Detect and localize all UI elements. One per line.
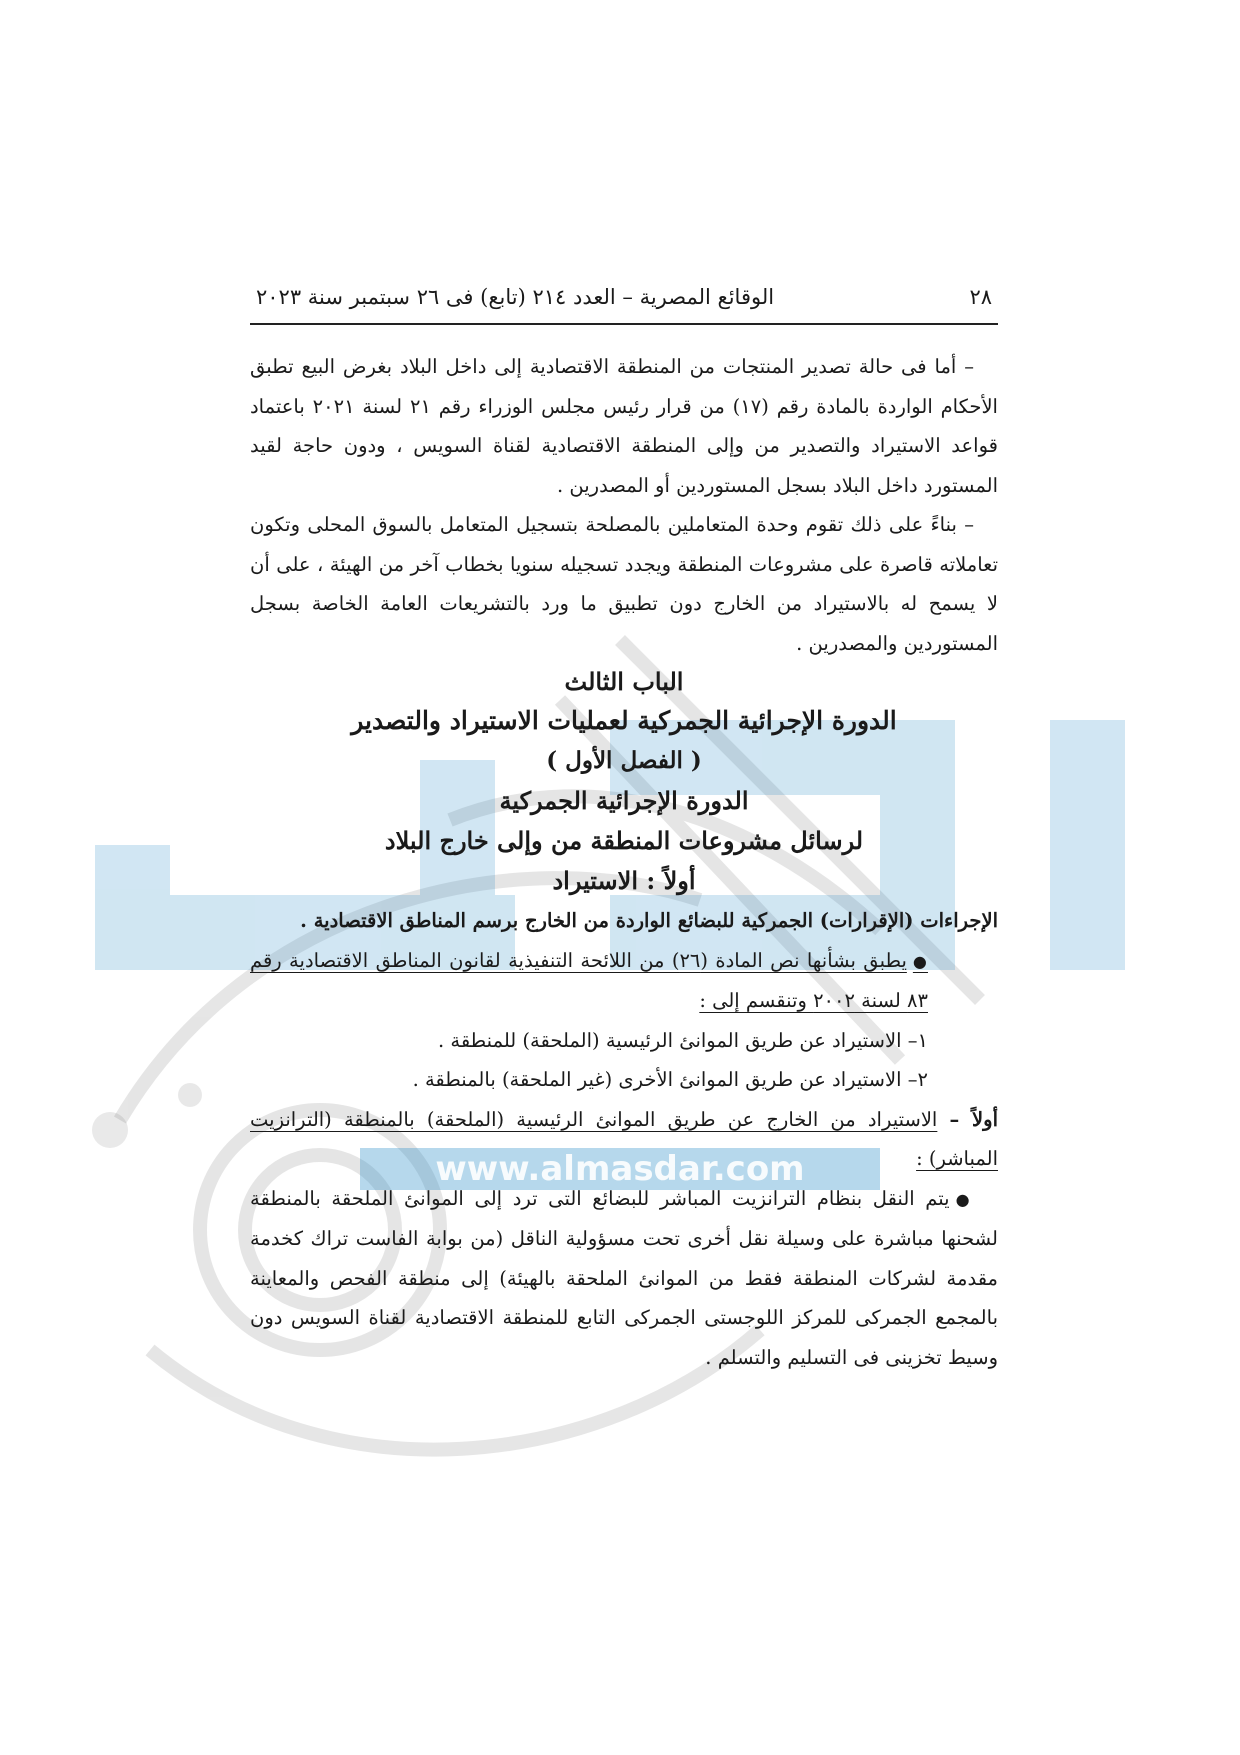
document-body bbox=[250, 347, 998, 1377]
heading-first-import: أولاً : الاستيراد bbox=[552, 866, 696, 895]
heading-part: الباب الثالث bbox=[564, 667, 684, 696]
direct-transit-text: الاستيراد من الخارج عن طريق الموانئ الرئيسية (الملحقة) بالمنطقة (الترانزيت المباشر) : bbox=[250, 1107, 998, 1170]
paragraph-direct-transit bbox=[250, 1100, 998, 1179]
bullet-icon: ● bbox=[955, 1189, 974, 1209]
header-title: الوقائع المصرية – العدد ٢١٤ (تابع) فى ٢٦ سبتمبر سنة ٢٠٢٣ bbox=[256, 285, 775, 309]
list-item: ١– الاستيراد عن طريق الموانئ الرئيسية (الملحقة) للمنطقة . bbox=[437, 1028, 928, 1052]
paragraph-customs-declarations: الإجراءات (الإقرارات) الجمركية للبضائع الواردة من الخارج برسم المناطق الاقتصادية . bbox=[300, 909, 998, 932]
heading-cycle: الدورة الإجرائية الجمركية bbox=[499, 786, 749, 815]
list-item: ٢– الاستيراد عن طريق الموانئ الأخرى (غير الملحقة) بالمنطقة . bbox=[412, 1068, 928, 1091]
document-page bbox=[250, 285, 998, 1377]
transit-procedure-text: يتم النقل بنظام الترانزيت المباشر للبضائع التى ترد إلى الموانئ الملحقة بالمنطقة لشحنها مباشرة على وسيلة نقل أخرى تحت مسؤولية الناقل (من بوابة الفاست تراك كخدمة مقدمة لشركات المنطقة فقط من الموانئ الملحقة بالهيئة) إلى منطقة الفحص والمعاينة بالمجمع الجمركى للمركز اللوجستى الجمركى التابع للمنطقة الاقتصادية لقناة السويس دون وسيط تخزينى فى التسليم والتسلم . bbox=[250, 1186, 999, 1369]
heading-part-title: الدورة الإجرائية الجمركية لعمليات الاستيراد والتصدير bbox=[351, 706, 897, 735]
paragraph-export-rules: – أما فى حالة تصدير المنتجات من المنطقة الاقتصادية إلى داخل البلاد بغرض البيع تطبق الأحكام الواردة بالمادة رقم (١٧) من قرار رئيس مجلس الوزراء رقم ٢١ لسنة ٢٠٢١ باعتماد قواعد الاستيراد والتصدير من وإلى المنطقة الاقتصادية لقناة السويس ، ودون حاجة لقيد المستورد داخل البلاد بسجل المستوردين أو المصدرين . bbox=[250, 355, 998, 497]
article-26-text: يطبق بشأنها نص المادة (٢٦) من اللائحة التنفيذية لقانون المناطق الاقتصادية رقم ٨٣ لسنة ٢٠٠٢ وتنقسم إلى : bbox=[250, 948, 928, 1012]
heading-chapter: ( الفصل الأول ) bbox=[546, 747, 702, 774]
watermark-site-text: www.almasdar.com bbox=[435, 1149, 805, 1189]
bullet-icon: ● bbox=[912, 951, 928, 971]
paragraph-transit-procedure bbox=[250, 1179, 998, 1378]
paragraph-local-trader: – بناءً على ذلك تقوم وحدة المتعاملين بالمصلحة بتسجيل المتعامل بالسوق المحلى وتكون تعاملاته قاصرة على مشروعات المنطقة ويجدد تسجيله سنويا بخطاب آخر من الهيئة ، على أن لا يسمح له بالاستيراد من الخارج دون تطبيق ما ورد بالتشريعات العامة الخاصة بسجل المستوردين والمصدرين . bbox=[250, 513, 998, 655]
direct-transit-lead: أولاً – bbox=[949, 1107, 998, 1131]
paragraph-article-26 bbox=[250, 941, 998, 1021]
page-number: ٢٨ bbox=[969, 285, 992, 309]
heading-shipments: لرسائل مشروعات المنطقة من وإلى خارج البلاد bbox=[384, 826, 864, 855]
page-header bbox=[250, 285, 998, 325]
